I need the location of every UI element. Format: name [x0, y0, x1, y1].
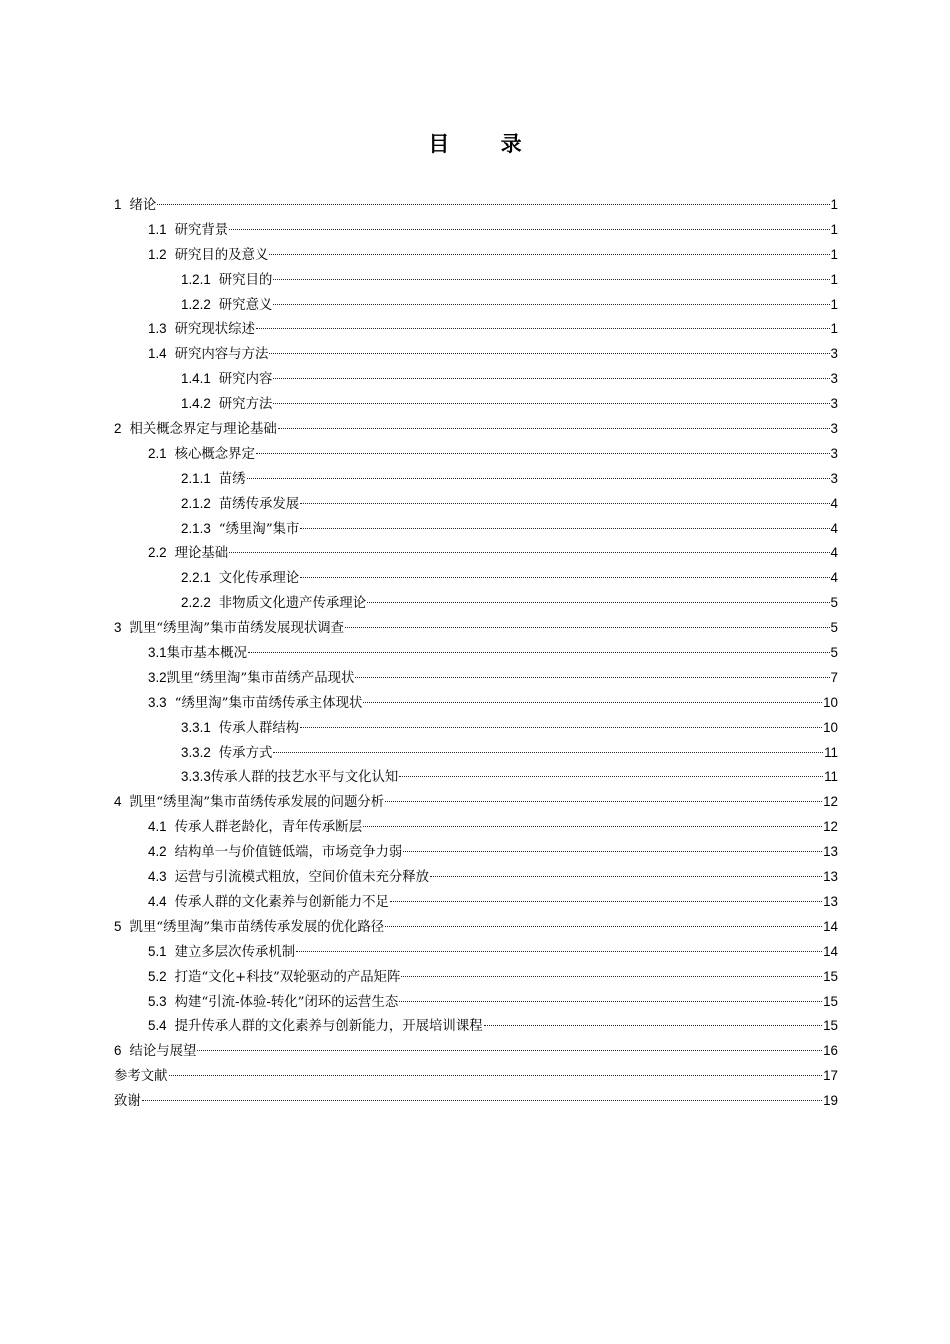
toc-entry[interactable] [114, 1039, 838, 1064]
toc-entry-page-number: 3 [830, 445, 838, 461]
toc-entry-page-number: 3 [830, 371, 838, 387]
toc-entry-page-number: 10 [823, 719, 838, 735]
toc-entry-title: 相关概念界定与理论基础 [129, 422, 277, 438]
toc-entry-number: 3.3.2 [181, 744, 211, 760]
toc-entry-title: 凯里“绣里淘”集市苗绣传承发展的问题分析 [129, 795, 385, 811]
toc-entry[interactable] [114, 243, 838, 268]
toc-entry[interactable] [114, 1089, 838, 1114]
toc-entry-title: “绣里淘”集市 [218, 521, 300, 537]
toc-entry-page-number: 15 [823, 1018, 838, 1034]
toc-entry-number: 3 [114, 620, 122, 636]
dot-leader [430, 876, 822, 877]
dot-leader [248, 652, 830, 653]
dot-leader [142, 1100, 822, 1101]
toc-entry-title: 理论基础 [174, 546, 229, 562]
dot-leader [300, 503, 829, 504]
toc-entry-number: 1.2.2 [181, 296, 211, 312]
toc-entry-page-number: 1 [830, 296, 838, 312]
dot-leader [273, 378, 829, 379]
toc-entry-page-number: 15 [823, 993, 838, 1009]
dot-leader [399, 776, 823, 777]
toc-entry-number: 3.2 [148, 669, 167, 685]
toc-entry-page-number: 3 [830, 421, 838, 437]
toc-entry-page-number: 16 [823, 1043, 838, 1059]
toc-entry[interactable] [114, 467, 838, 492]
dot-leader [273, 752, 823, 753]
toc-entry-page-number: 4 [830, 570, 838, 586]
toc-entry[interactable] [114, 492, 838, 517]
toc-entry-page-number: 1 [830, 321, 838, 337]
toc-entry-number: 5.2 [148, 968, 167, 984]
toc-entry-title: 运营与引流模式粗放，空间价值未充分释放 [174, 870, 430, 886]
toc-entry[interactable] [114, 517, 838, 542]
toc-entry-page-number: 13 [823, 869, 838, 885]
toc-entry[interactable] [114, 342, 838, 367]
toc-entry-number: 1.3 [148, 321, 167, 337]
toc-entry-title: 打造“文化+科技”双轮驱动的产品矩阵 [174, 969, 401, 985]
dot-leader [273, 304, 829, 305]
dot-leader [300, 528, 829, 529]
dot-leader [399, 1001, 822, 1002]
toc-entry-page-number: 11 [824, 744, 838, 760]
toc-entry[interactable] [114, 317, 838, 342]
toc-entry-number: 4 [114, 794, 122, 810]
dot-leader [390, 901, 822, 902]
toc-entry-title: “绣里淘”集市苗绣传承主体现状 [174, 695, 363, 711]
table-of-contents [114, 193, 838, 1114]
dot-leader [278, 428, 830, 429]
toc-entry-number: 1.2 [148, 246, 167, 262]
toc-entry-title: 传承人群结构 [218, 720, 300, 736]
toc-entry-number: 5.3 [148, 993, 167, 1009]
dot-leader [273, 279, 829, 280]
toc-entry-page-number: 10 [823, 694, 838, 710]
dot-leader [401, 976, 822, 977]
toc-entry-page-number: 1 [830, 221, 838, 237]
dot-leader [256, 328, 830, 329]
toc-entry[interactable] [114, 392, 838, 417]
toc-entry-title: 研究目的及意义 [174, 247, 269, 263]
toc-entry[interactable] [114, 691, 838, 716]
dot-leader [363, 826, 822, 827]
toc-entry-number: 4.3 [148, 869, 167, 885]
toc-entry-page-number: 5 [830, 645, 838, 661]
toc-entry-number: 1.4.2 [181, 396, 211, 412]
toc-entry-page-number: 4 [830, 495, 838, 511]
toc-entry-title: 致谢 [114, 1094, 141, 1110]
toc-entry-page-number: 4 [830, 545, 838, 561]
toc-entry-title: 研究目的 [218, 272, 273, 288]
dot-leader [484, 1025, 822, 1026]
toc-entry-page-number: 7 [830, 669, 838, 685]
dot-leader [367, 602, 829, 603]
toc-entry[interactable] [114, 790, 838, 815]
toc-entry-title: 提升传承人群的文化素养与创新能力，开展培训课程 [174, 1019, 483, 1035]
toc-entry-page-number: 3 [830, 346, 838, 362]
dot-leader [363, 702, 822, 703]
toc-entry-page-number: 3 [830, 470, 838, 486]
toc-entry-number: 4.4 [148, 893, 167, 909]
toc-entry-number: 2.1 [148, 445, 167, 461]
toc-entry[interactable] [114, 915, 838, 940]
toc-entry-title: 凯里“绣里淘”集市苗绣发展现状调查 [129, 621, 345, 637]
toc-entry-number: 3.1 [148, 645, 167, 661]
toc-entry-title: 传承人群的技艺水平与文化认知 [210, 770, 399, 786]
dot-leader [229, 229, 829, 230]
dot-leader [345, 627, 830, 628]
toc-entry-page-number: 1 [830, 197, 838, 212]
toc-entry-number: 1.4.1 [181, 371, 211, 387]
toc-entry[interactable] [114, 641, 838, 666]
toc-entry-page-number: 1 [830, 271, 838, 287]
toc-entry-page-number: 5 [830, 595, 838, 611]
toc-entry-number: 3.3 [148, 694, 167, 710]
toc-entry-title: 传承人群老龄化，青年传承断层 [174, 820, 363, 836]
toc-entry[interactable] [114, 1014, 838, 1039]
dot-leader [269, 353, 829, 354]
dot-leader [385, 926, 822, 927]
toc-entry-page-number: 19 [823, 1093, 838, 1109]
toc-entry-title: 研究现状综述 [174, 322, 255, 338]
toc-entry-page-number: 1 [830, 246, 838, 262]
toc-entry[interactable] [114, 666, 838, 691]
toc-entry-number: 2.2.1 [181, 570, 211, 586]
toc-entry-page-number: 15 [823, 968, 838, 984]
toc-entry-page-number: 3 [830, 396, 838, 412]
toc-entry-page-number: 12 [823, 794, 838, 810]
toc-entry[interactable] [114, 616, 838, 641]
toc-entry-title: 建立多层次传承机制 [174, 944, 296, 960]
toc-entry-title: 参考文献 [114, 1069, 168, 1085]
toc-entry-number: 2.2.2 [181, 595, 211, 611]
toc-entry-number: 1 [114, 197, 122, 212]
toc-entry-number: 1.1 [148, 221, 167, 237]
toc-entry-title: 文化传承理论 [218, 571, 300, 587]
toc-entry[interactable] [114, 965, 838, 990]
dot-leader [197, 1050, 822, 1051]
toc-entry-number: 2.1.3 [181, 520, 211, 536]
toc-entry-number: 1.4 [148, 346, 167, 362]
toc-entry-number: 2.1.1 [181, 470, 211, 486]
toc-entry[interactable] [114, 218, 838, 243]
toc-entry-title: 结构单一与价值链低端，市场竞争力弱 [174, 845, 403, 861]
dot-leader [247, 478, 830, 479]
toc-entry-page-number: 17 [823, 1068, 838, 1084]
page-title: 目 录 [428, 132, 544, 156]
toc-entry-title: 集市基本概况 [166, 646, 247, 662]
toc-entry-title: 传承方式 [218, 745, 273, 761]
toc-entry-number: 4.1 [148, 819, 167, 835]
toc-entry-number: 5 [114, 918, 122, 934]
toc-entry[interactable] [114, 417, 838, 442]
toc-entry-number: 2 [114, 421, 122, 437]
toc-entry-number: 4.2 [148, 844, 167, 860]
toc-entry-number: 3.3.1 [181, 719, 211, 735]
toc-entry-title: 核心概念界定 [174, 446, 255, 462]
dot-leader [157, 204, 829, 205]
toc-entry-number: 6 [114, 1043, 122, 1059]
toc-entry-title: 构建“引流-体验-转化”闭环的运营生态 [174, 994, 399, 1010]
toc-entry-page-number: 12 [823, 819, 838, 835]
dot-leader [229, 552, 829, 553]
toc-entry[interactable] [114, 566, 838, 591]
dot-leader [296, 951, 822, 952]
toc-entry-title: 研究意义 [218, 297, 273, 313]
toc-entry[interactable] [114, 940, 838, 965]
toc-entry-title: 凯里“绣里淘”集市苗绣产品现状 [166, 670, 355, 686]
toc-entry-number: 2.2 [148, 545, 167, 561]
toc-entry[interactable] [114, 193, 838, 218]
toc-entry[interactable] [114, 442, 838, 467]
toc-entry[interactable] [114, 1064, 838, 1089]
toc-entry[interactable] [114, 990, 838, 1015]
dot-leader [385, 801, 822, 802]
dot-leader [169, 1075, 823, 1076]
toc-entry-title: 非物质文化遗产传承理论 [218, 596, 367, 612]
toc-entry[interactable] [114, 591, 838, 616]
toc-entry-title: 研究内容与方法 [174, 347, 269, 363]
toc-entry-title: 结论与展望 [129, 1044, 197, 1060]
toc-entry[interactable] [114, 865, 838, 890]
toc-entry-title: 研究内容 [218, 372, 273, 388]
dot-leader [355, 677, 829, 678]
toc-entry-page-number: 11 [824, 769, 838, 785]
toc-entry-title: 苗绣传承发展 [218, 496, 300, 512]
toc-entry[interactable] [114, 890, 838, 915]
toc-entry-title: 研究背景 [174, 222, 229, 238]
toc-entry-page-number: 13 [823, 844, 838, 860]
toc-entry[interactable] [114, 541, 838, 566]
toc-entry-title: 苗绣 [218, 471, 246, 487]
dot-leader [403, 851, 822, 852]
dot-leader [256, 453, 830, 454]
toc-entry-number: 5.4 [148, 1018, 167, 1034]
toc-entry-page-number: 4 [830, 520, 838, 536]
toc-entry-page-number: 13 [823, 893, 838, 909]
toc-entry[interactable] [114, 840, 838, 865]
toc-entry[interactable] [114, 268, 838, 293]
dot-leader [300, 577, 829, 578]
toc-entry[interactable] [114, 765, 838, 790]
toc-entry-title: 绪论 [129, 198, 157, 213]
dot-leader [273, 403, 829, 404]
toc-entry-number: 3.3.3 [181, 769, 211, 785]
toc-entry-title: 传承人群的文化素养与创新能力不足 [174, 894, 389, 910]
dot-leader [269, 254, 829, 255]
toc-entry-number: 2.1.2 [181, 495, 211, 511]
toc-entry-title: 凯里“绣里淘”集市苗绣传承发展的优化路径 [129, 919, 385, 935]
toc-entry[interactable] [114, 815, 838, 840]
dot-leader [300, 727, 822, 728]
toc-entry-title: 研究方法 [218, 397, 273, 413]
toc-entry-page-number: 5 [830, 620, 838, 636]
toc-entry[interactable] [114, 716, 838, 741]
toc-entry[interactable] [114, 741, 838, 766]
toc-entry-page-number: 14 [823, 918, 838, 934]
toc-entry-page-number: 14 [823, 943, 838, 959]
toc-entry[interactable] [114, 367, 838, 392]
toc-entry[interactable] [114, 293, 838, 318]
toc-entry-number: 1.2.1 [181, 271, 211, 287]
toc-entry-number: 5.1 [148, 943, 167, 959]
